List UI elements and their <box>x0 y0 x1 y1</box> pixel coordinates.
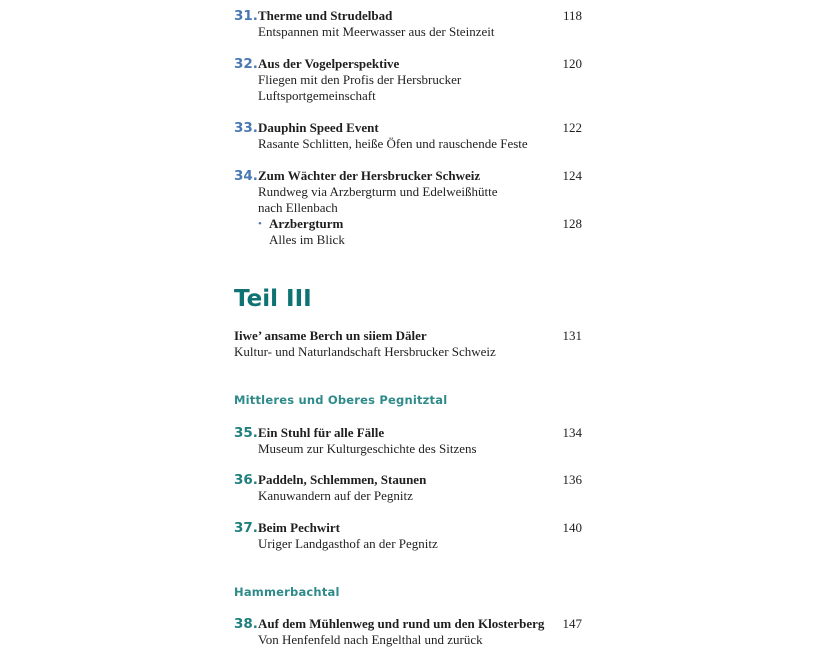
entry-subtitle-line-2: nach Ellenbach <box>258 200 338 215</box>
sub-entry-page: 128 <box>562 216 582 231</box>
sub-entry-subtitle: Alles im Blick <box>269 232 345 247</box>
entry-title: Therme und Strudelbad <box>258 8 393 23</box>
part-heading: Teil III <box>234 286 312 312</box>
intro-page: 131 <box>562 328 582 343</box>
entry-number: 38. <box>234 616 258 632</box>
entry-subtitle: Uriger Landgasthof an der Pegnitz <box>258 536 438 551</box>
entry-title: Beim Pechwirt <box>258 520 340 535</box>
bullet-icon: • <box>258 218 262 230</box>
entry-title: Paddeln, Schlemmen, Staunen <box>258 472 427 487</box>
entry-subtitle: Museum zur Kulturgeschichte des Sitzens <box>258 441 477 456</box>
entry-number: 33. <box>234 120 258 136</box>
entry-number: 34. <box>234 168 258 184</box>
entry-title: Dauphin Speed Event <box>258 120 379 135</box>
section-heading-hammerbachtal: Hammerbachtal <box>234 585 340 599</box>
entry-page: 134 <box>562 425 582 440</box>
entry-subtitle: Von Henfenfeld nach Engelthal und zurück <box>258 632 483 647</box>
entry-page: 120 <box>562 56 582 71</box>
intro-title: Iiwe’ ansame Berch un siiem Däler <box>234 328 427 343</box>
entry-title: Zum Wächter der Hersbrucker Schweiz <box>258 168 481 183</box>
entry-subtitle-line-1: Rundweg via Arzbergturm und Edelweißhütte <box>258 184 498 199</box>
entry-subtitle: Kanuwandern auf der Pegnitz <box>258 488 413 503</box>
entry-subtitle: Rasante Schlitten, heiße Öfen und rauschende Feste <box>258 136 528 151</box>
entry-page: 136 <box>562 472 582 487</box>
entry-page: 118 <box>562 8 582 23</box>
intro-subtitle: Kultur- und Naturlandschaft Hersbrucker Schweiz <box>234 344 496 359</box>
entry-title: Aus der Vogelperspektive <box>258 56 400 71</box>
entry-page: 124 <box>562 168 582 183</box>
entry-number: 36. <box>234 472 258 488</box>
entry-page: 140 <box>562 520 582 535</box>
entry-subtitle-line-2: Luftsportgemeinschaft <box>258 88 376 103</box>
entry-title: Ein Stuhl für alle Fälle <box>258 425 385 440</box>
entry-number: 32. <box>234 56 258 72</box>
entry-number: 37. <box>234 520 258 536</box>
entry-subtitle-line-1: Fliegen mit den Profis der Hersbrucker <box>258 72 462 87</box>
entry-page: 147 <box>562 616 582 631</box>
entry-subtitle: Entspannen mit Meerwasser aus der Steinzeit <box>258 24 495 39</box>
entry-title: Auf dem Mühlenweg und rund um den Klosterberg <box>258 616 545 631</box>
sub-entry-title: Arzbergturm <box>269 216 344 231</box>
entry-number: 31. <box>234 8 258 24</box>
section-heading-pegnitztal: Mittleres und Oberes Pegnitztal <box>234 393 448 407</box>
entry-number: 35. <box>234 425 258 441</box>
entry-page: 122 <box>562 120 582 135</box>
